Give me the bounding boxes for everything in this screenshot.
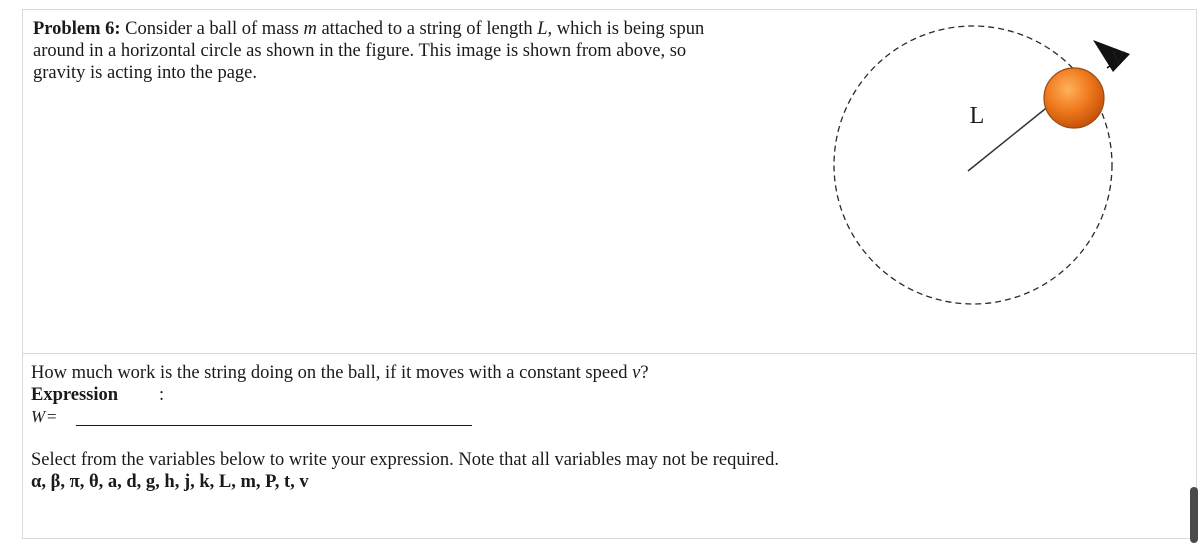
expression-label: Expression	[31, 385, 119, 405]
problem-text-part: attached to a string of length	[316, 19, 538, 39]
question-text-part: How much work is the string doing on the ball, if it moves with a constant speed	[31, 363, 633, 383]
speed-variable: v	[632, 363, 641, 383]
problem-heading: Problem 6:	[33, 19, 121, 39]
answer-equals: =	[47, 407, 57, 426]
select-note: Select from the variables below to write your expression. Note that all variables may not be required.	[31, 450, 779, 470]
question-text	[31, 362, 649, 384]
problem-statement-panel	[22, 9, 1197, 354]
ball	[1044, 68, 1104, 128]
velocity-label: V	[1111, 48, 1125, 69]
question-text-part: ?	[640, 363, 649, 383]
problem-statement	[33, 18, 713, 84]
problem-text-part: , which is being spun around in a horizontal circle as shown in the figure. This image is shown from above, so gravity is acting into the page.	[33, 19, 705, 83]
answer-symbol: W	[31, 407, 46, 426]
expression-colon: :	[159, 385, 165, 405]
problem-text-part: Consider a ball of mass	[120, 19, 304, 39]
scrollbar-thumb[interactable]	[1190, 487, 1198, 543]
question-panel	[22, 353, 1197, 539]
answer-input-line[interactable]	[76, 425, 472, 426]
length-label: L	[969, 103, 985, 129]
circular-motion-figure	[793, 10, 1123, 330]
length-variable: L	[537, 19, 548, 39]
mass-variable: m	[303, 19, 317, 39]
variable-list: α, β, π, θ, a, d, g, h, j, k, L, m, P, t, v	[31, 472, 309, 492]
